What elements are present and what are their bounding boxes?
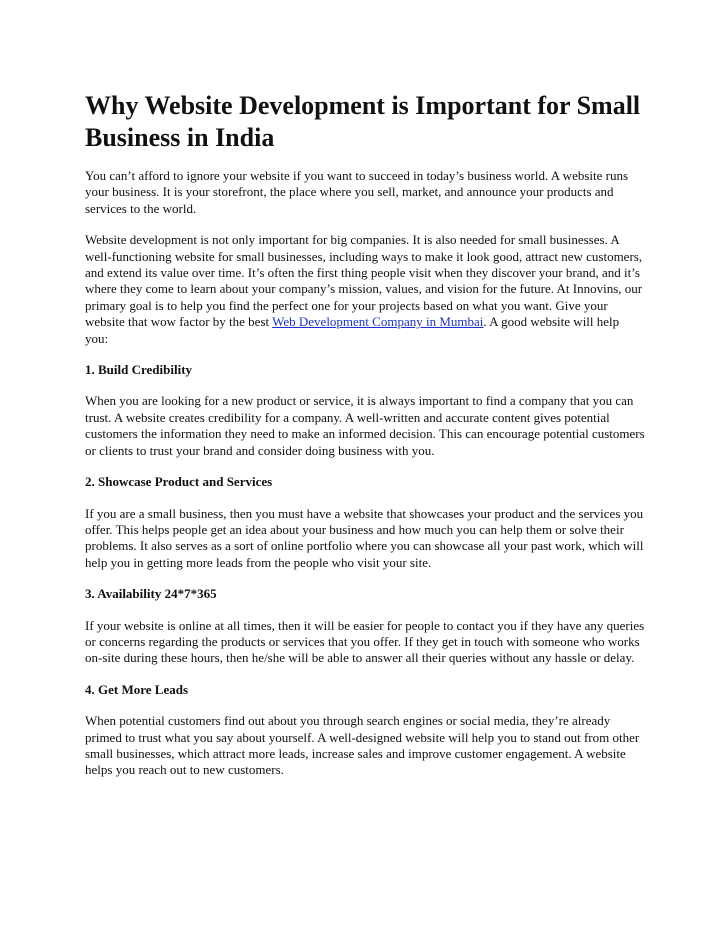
section-heading-get-more-leads: 4. Get More Leads [85, 681, 189, 697]
document-page [85, 90, 645, 794]
section-body-showcase: If you are a small business, then you must have a website that showcases your product and the services you offer. This helps people get an idea about your business and how much you can help them or solve their problems. It also serves as a sort of online portfolio where you can showcase all your past work, which will help you in getting more leads from the people who visit your site. [85, 505, 644, 570]
intro-paragraph: You can’t afford to ignore your website if you want to succeed in today’s business world. A website runs your business. It is your storefront, the place where you sell, market, and announce your products and services to the world. [85, 168, 629, 216]
section-heading-availability: 3. Availability 24*7*365 [85, 586, 217, 602]
paragraph-text: . A good website will help you: [85, 314, 620, 346]
development-paragraph [85, 232, 645, 347]
section-heading-build-credibility: 1. Build Credibility [85, 362, 193, 378]
section-heading-showcase: 2. Showcase Product and Services [85, 474, 273, 490]
section-body-availability: If your website is online at all times, then it will be easier for people to contact you if they have any queries or concerns regarding the products or services that you offer. If they get in touch with someone who works on-site during these hours, then he/she will be able to answer all their queries without any hassle or delay. [85, 617, 645, 666]
section-body-build-credibility: When you are looking for a new product or service, it is always important to find a company that you can trust. A website creates credibility for a company. A well-written and accurate content gives potential customers the information they need to make an informed decision. This can encourage potential customers or clients to trust your brand and consider doing business with you. [85, 393, 645, 458]
section-body-get-more-leads: When potential customers find out about you through search engines or social media, they’re already primed to trust what you say about yourself. A well-designed website will help you to stand out from other small businesses, which attract more leads, increase sales and improve customer engagement. A website helps you reach out to new customers. [85, 713, 640, 778]
web-development-company-link[interactable]: Web Development Company in Mumbai [272, 314, 484, 330]
page-title: Why Website Development is Important for Small Business in India [85, 91, 641, 152]
paragraph-text: Website development is not only important for big companies. It is also needed for small businesses. A well-functioning website for small businesses, including ways to make it look good, attract new customers, and extend its value over time. It’s often the first thing people visit when they discover your brand, and it’s where they come to learn about your company’s mission, values, and vision for the future. At Innovins, our primary goal is to help you find the perfect one for your projects based on what you want. Give your website that wow factor by the best [85, 232, 643, 330]
